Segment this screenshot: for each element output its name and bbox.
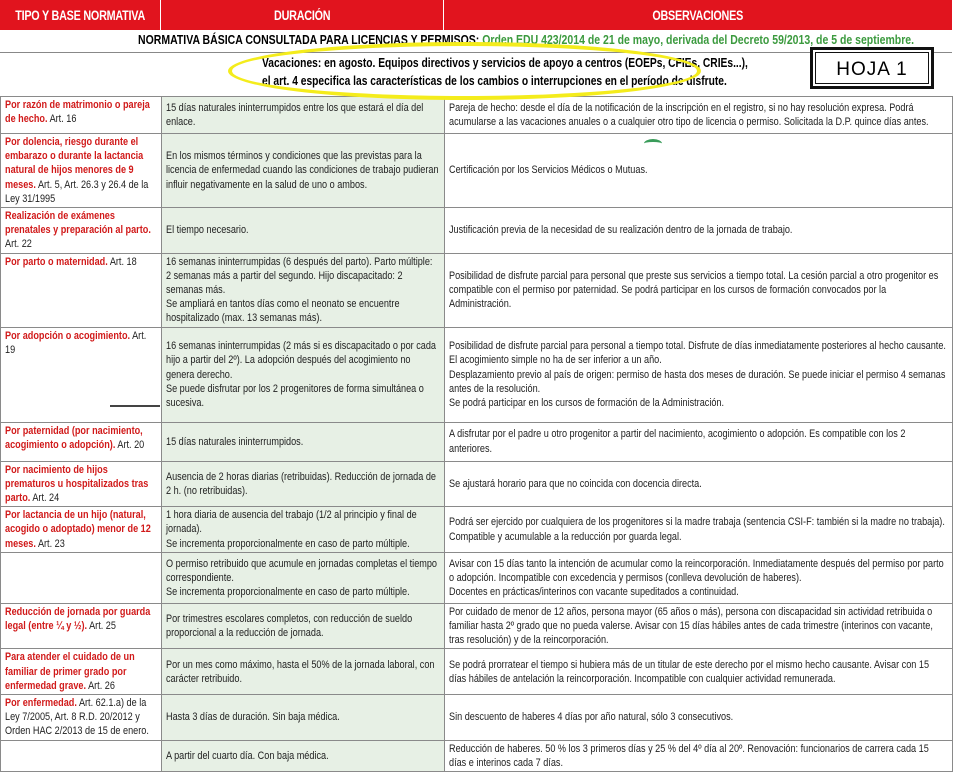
- tipo-base: Art. 20: [115, 438, 145, 451]
- tipo-cell: [1, 461, 162, 507]
- tipo-title: Por parto o maternidad.: [5, 255, 108, 268]
- header-observaciones: OBSERVACIONES: [444, 0, 952, 30]
- duracion-cell: [162, 327, 445, 422]
- duracion-cell: [162, 603, 445, 649]
- hoja-label: HOJA 1: [836, 59, 908, 80]
- tipo-base: Art. 25: [87, 620, 116, 633]
- tipo-cell: [1, 649, 162, 695]
- table-row: [1, 603, 953, 649]
- observaciones-cell: [445, 208, 953, 254]
- observaciones-cell: [445, 649, 953, 695]
- duracion-cell: [162, 253, 445, 327]
- observaciones-text: Podrá ser ejercido por cualquiera de los progenitores si la madre trabaja (sentencia CSI-F: también si la madre no trabaja).: [449, 516, 945, 529]
- table-row: [1, 253, 953, 327]
- tipo-cell: [1, 603, 162, 649]
- duracion-cell: [162, 208, 445, 254]
- normativa-orden: Orden EDU 423/2014 de 21 de mayo, derivada del Decreto 59/2013, de 5 de septiembre.: [482, 33, 915, 47]
- tipo-base: Art. 18: [107, 255, 137, 268]
- tipo-title: Reducción de jornada por guarda legal (entre ¼ y ½).: [5, 605, 151, 633]
- observaciones-cell: [445, 422, 953, 461]
- observaciones-text: Pareja de hecho: desde el día de la notificación de la inscripción en el registro, si no hay resolución expresa. Podrá acumularse a las vacaciones anuales o a cualquier otro tipo de licencia o permiso. Solicitada la D.P. quince días antes.: [449, 101, 929, 128]
- tipo-base: Art. 19: [5, 329, 147, 356]
- duracion-text: Ausencia de 2 horas diarias (retribuidas). Reducción de jornada de 2 h. (no retribuidas).: [166, 470, 436, 497]
- observaciones-cell: [445, 461, 953, 507]
- observaciones-cell: [445, 253, 953, 327]
- observaciones-text: Certificación por los Servicios Médicos o Mutuas.: [449, 164, 648, 177]
- duracion-text: 15 días naturales ininterrumpidos.: [166, 435, 304, 448]
- duracion-text: 15 días naturales ininterrumpidos entre los que estará el día del enlace.: [166, 101, 424, 128]
- duracion-text: Por trimestres escolares completos, con reducción de sueldo proporcional a la reducción de jornada.: [166, 612, 413, 640]
- observaciones-text: Compatible y acumulable a la reducción por guarda legal.: [449, 530, 682, 543]
- table-row: [1, 327, 953, 422]
- table-row: [1, 740, 953, 771]
- tipo-cell: [1, 327, 162, 422]
- observaciones-cell: [445, 327, 953, 422]
- tipo-cell: [1, 422, 162, 461]
- table-row: [1, 208, 953, 254]
- observaciones-cell: [445, 552, 953, 603]
- duracion-cell: [162, 507, 445, 553]
- header-duracion: DURACIÓN: [161, 0, 443, 30]
- duracion-cell: [162, 422, 445, 461]
- observaciones-text: Por cuidado de menor de 12 años, persona mayor (65 años o más), persona con discapacidad sin actividad retribuida o familiar hasta 2º grado que no pueda valerse. Avisar con 15 días hábiles antes de cada trimestre (interinos con vacante, tras resolución) y de la reincorporación.: [449, 605, 933, 647]
- duracion-text: Se puede disfrutar por los 2 progenitores de forma simultánea o sucesiva.: [166, 382, 424, 409]
- tipo-cell: [1, 552, 162, 603]
- duracion-text: 16 semanas ininterrumpidas (6 después del parto). Parto múltiple: 2 semanas más a partir del segundo. Hijo discapacitado: 2 semanas más.: [166, 255, 433, 297]
- duracion-cell: [162, 695, 445, 741]
- duracion-text: En los mismos términos y condiciones que las previstas para la licencia de enfermedad cuando las condiciones de trabajo pudieran influir negativamente en la salud de uno o ambos.: [166, 150, 439, 191]
- observaciones-text: Reducción de haberes. 50 % los 3 primeros días y 25 % del 4º día al 20º. Renovación: funcionarios de carrera cada 15 días e interinos cada 7 días.: [449, 742, 929, 769]
- ink-mark: [110, 405, 160, 407]
- tipo-cell: [1, 740, 162, 771]
- observaciones-text: Se podrá participar en los cursos de formación de la Administración.: [449, 396, 725, 409]
- duracion-cell: [162, 552, 445, 603]
- tipo-base: Art. 22: [5, 238, 32, 251]
- tipo-cell: [1, 253, 162, 327]
- green-mark: [644, 139, 662, 148]
- permisos-table: [0, 96, 953, 772]
- duracion-text: Se incrementa proporcionalmente en caso de parto múltiple.: [166, 537, 410, 550]
- table-row: [1, 461, 953, 507]
- tipo-cell: [1, 507, 162, 553]
- tipo-base: Art. 5, Art. 26.3 y 26.4 de la Ley 31/1995: [5, 178, 149, 205]
- tipo-title: Por paternidad (por nacimiento, acogimiento o adopción).: [5, 424, 143, 451]
- tipo-title: Para atender el cuidado de un familiar de primer grado por enfermedad grave.: [5, 651, 135, 692]
- table-row: [1, 507, 953, 553]
- table-row: [1, 649, 953, 695]
- table-row: [1, 552, 953, 603]
- duracion-text: Se ampliará en tantos días como el neonato se encuentre hospitalizado (max. 13 semanas más).: [166, 298, 400, 325]
- tipo-title: Por nacimiento de hijos prematuros u hospitalizados tras parto.: [5, 463, 149, 505]
- tipo-base: Art. 26: [86, 679, 115, 692]
- duracion-cell: [162, 461, 445, 507]
- duracion-cell: [162, 97, 445, 134]
- tipo-base: Art. 16: [47, 113, 77, 126]
- tipo-title: Por dolencia, riesgo durante el embarazo o durante la lactancia natural de hijos menores de 9 meses.: [5, 136, 144, 191]
- observaciones-text: Posibilidad de disfrute parcial para personal a tiempo total. Disfrute de días inmediatamente posteriores al hecho causante. El acogimiento simple no ha de ser inferior a un año.: [449, 340, 946, 367]
- observaciones-cell: [445, 134, 953, 208]
- tipo-title: Por razón de matrimonio o pareja de hecho.: [5, 99, 150, 126]
- observaciones-text: Se podrá prorratear el tiempo si hubiera más de un titular de este derecho por el mismo hecho causante. Avisar con 15 días hábiles de antelación la reincorporación. Incompatible con cualquier actividad remunerada.: [449, 658, 930, 685]
- observaciones-text: Sin descuento de haberes 4 días por año natural, sólo 3 consecutivos.: [449, 711, 734, 724]
- observaciones-text: Desplazamiento previo al país de origen: permiso de hasta dos meses de duración. Se puede iniciar el permiso 4 semanas antes de la resolución.: [449, 368, 946, 395]
- table-row: [1, 695, 953, 741]
- duracion-text: 1 hora diaria de ausencia del trabajo (1/2 al principio y final de jornada).: [166, 509, 417, 536]
- observaciones-text: Avisar con 15 días tanto la intención de acumular como la reincorporación. Inmediatamente después del permiso por parto o adopción. Incompatible con excedencia y permisos (conlleva devolución de haberes).: [449, 557, 944, 584]
- duracion-text: A partir del cuarto día. Con baja médica.: [166, 749, 329, 762]
- observaciones-text: Posibilidad de disfrute parcial para personal que preste sus servicios a tiempo total. La cesión parcial a otro progenitor es compatible con el permiso por paternidad. Se podrá participar en los cursos de formación convocados por la Administración.: [449, 269, 939, 311]
- header-tipo: TIPO Y BASE NORMATIVA: [0, 0, 160, 30]
- duracion-text: Hasta 3 días de duración. Sin baja médica.: [166, 711, 340, 724]
- duracion-text: 16 semanas ininterrumpidas (2 más si es discapacitado o por cada hijo a partir del 2º). La adopción después del acogimiento no genera derecho.: [166, 340, 436, 381]
- tipo-base: Art. 62.1.a) de la Ley 7/2005, Art. 8 R.D. 20/2012 y Orden HAC 2/2013 de 15 de enero.: [5, 697, 149, 738]
- duracion-text: O permiso retribuido que acumule en jornadas completas el tiempo correspondiente.: [166, 557, 437, 584]
- observaciones-text: Se ajustará horario para que no coincida con docencia directa.: [449, 477, 702, 490]
- table-row: [1, 134, 953, 208]
- tipo-title: Realización de exámenes prenatales y preparación al parto.: [5, 210, 151, 237]
- observaciones-text: A disfrutar por el padre u otro progenitor a partir del nacimiento, acogimiento o adopción. Es compatible con los 2 anteriores.: [449, 428, 906, 455]
- observaciones-cell: [445, 740, 953, 771]
- tipo-cell: [1, 97, 162, 134]
- observaciones-cell: [445, 603, 953, 649]
- vacaciones-line-1: Vacaciones: en agosto. Equipos directivos y servicios de apoyo a centros (EOEPs, CFIEs, CRIEs...),: [262, 56, 748, 70]
- tipo-cell: [1, 208, 162, 254]
- duracion-cell: [162, 740, 445, 771]
- duracion-cell: [162, 134, 445, 208]
- observaciones-cell: [445, 695, 953, 741]
- duracion-text: Por un mes como máximo, hasta el 50% de la jornada laboral, con carácter retribuido.: [166, 658, 435, 685]
- tipo-cell: [1, 695, 162, 741]
- hoja-label-box: [810, 47, 934, 89]
- duracion-text: El tiempo necesario.: [166, 224, 249, 237]
- tipo-base: Art. 24: [30, 492, 60, 505]
- duracion-cell: [162, 649, 445, 695]
- observaciones-text: Justificación previa de la necesidad de su realización dentro de la jornada de trabajo.: [449, 224, 793, 237]
- vacaciones-line-2: el art. 4 especifica las características de los cambios o interrupciones en el período de disfrute.: [262, 74, 727, 88]
- tipo-base: Art. 23: [35, 537, 65, 550]
- tipo-title: Por enfermedad.: [5, 697, 77, 710]
- observaciones-cell: [445, 97, 953, 134]
- normativa-label: NORMATIVA BÁSICA CONSULTADA PARA LICENCIAS Y PERMISOS:: [138, 33, 480, 47]
- tipo-cell: [1, 134, 162, 208]
- observaciones-text: Docentes en prácticas/interinos con vacante supeditados a continuidad.: [449, 585, 739, 598]
- observaciones-cell: [445, 507, 953, 553]
- table-row: [1, 422, 953, 461]
- table-row: [1, 97, 953, 134]
- tipo-title: Por adopción o acogimiento.: [5, 329, 131, 342]
- tipo-title: Por lactancia de un hijo (natural, acogido o adoptado) menor de 12 meses.: [5, 509, 151, 550]
- duracion-text: Se incrementa proporcionalmente en caso de parto múltiple.: [166, 585, 410, 598]
